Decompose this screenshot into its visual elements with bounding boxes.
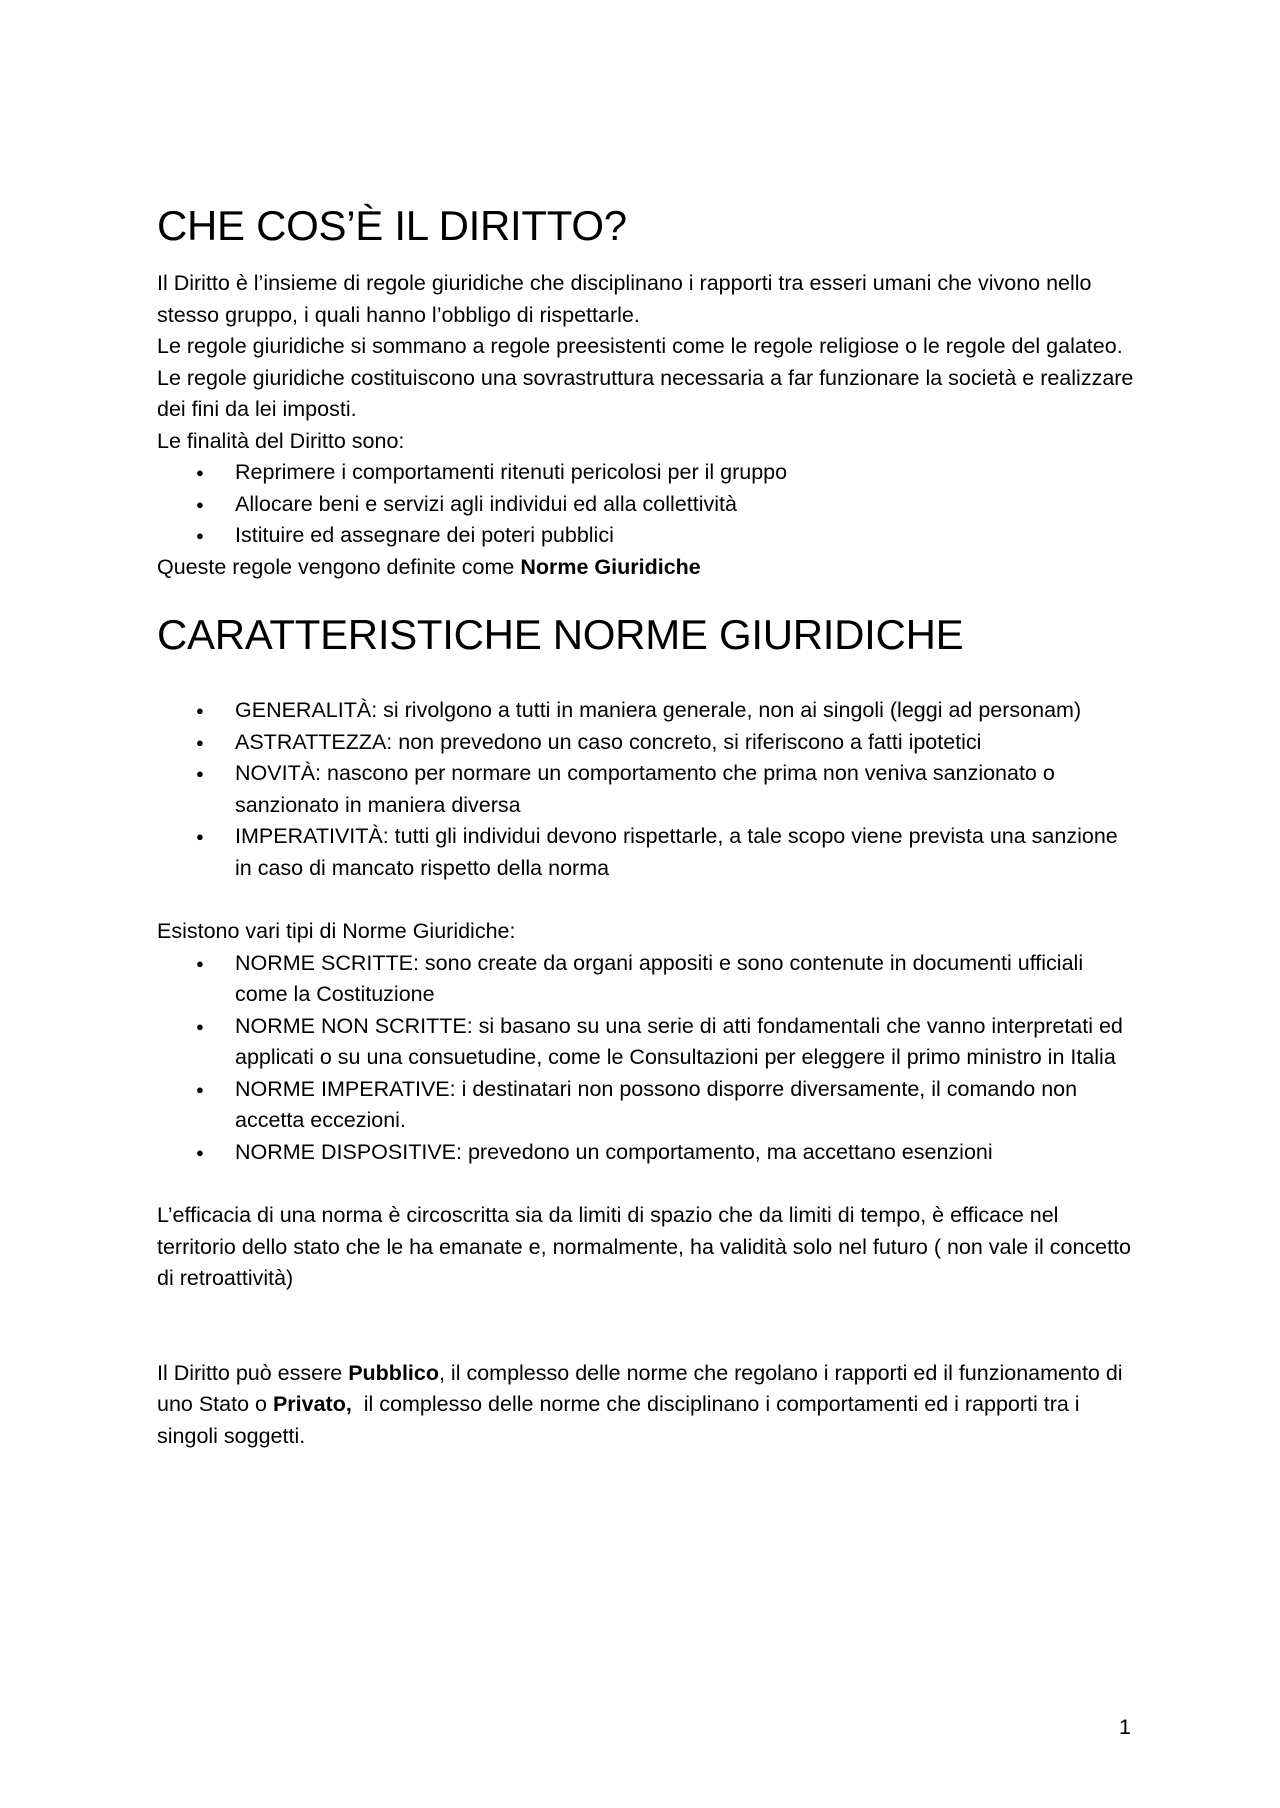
paragraph-efficacy: L’efficacia di una norma è circoscritta sia da limiti di spazio che da limiti di tempo, è efficace nel territorio dello stato che le ha emanate e, normalmente, ha validità solo nel futuro ( non vale il concetto di retroattività) (157, 1203, 1132, 1290)
page-number: 1 (1119, 1715, 1131, 1739)
list-item: ● NORME IMPERATIVE: i destinatari non possono disporre diversamente, il comando non accetta eccezioni. (157, 1074, 1137, 1137)
spacer (157, 884, 1137, 916)
text-segment: Il Diritto può essere (157, 1360, 349, 1385)
list-item: ● Allocare beni e servizi agli individui ed alla collettività (157, 489, 1137, 521)
list-item: ● IMPERATIVITÀ: tutti gli individui devono rispettarle, a tale scopo viene prevista una sanzione in caso di mancato rispetto della norma (157, 821, 1137, 884)
paragraph-definition: Il Diritto è l’insieme di regole giuridiche che disciplinano i rapporti tra esseri umani che vivono nello stesso gruppo, i quali hanno l’obbligo di rispettarle. (157, 271, 1092, 327)
list-item: ● NOVITÀ: nascono per normare un comportamento che prima non veniva sanzionato o sanzionato in maniera diversa (157, 758, 1137, 821)
list-item: ● NORME SCRITTE: sono create da organi appositi e sono contenute in documenti ufficiali come la Costituzione (157, 948, 1137, 1011)
paragraph-preexisting-rules: Le regole giuridiche si sommano a regole preesistenti come le regole religiose o le regole del galateo. (157, 334, 1123, 358)
spacer (157, 1295, 1137, 1358)
closing-text: Queste regole vengono definite come (157, 554, 521, 579)
spacer (157, 1168, 1137, 1200)
types-list (157, 948, 1137, 1169)
paragraph-superstructure: Le regole giuridiche costituiscono una sovrastruttura necessaria a far funzionare la società e realizzare dei fini da lei imposti. (157, 365, 1134, 421)
list-item: ● NORME NON SCRITTE: si basano su una serie di atti fondamentali che vanno interpretati ed applicati o su una consuetudine, come le Consultazioni per eleggere il primo ministro in Italia (157, 1011, 1137, 1074)
text-segment: il complesso delle norme che disciplinano i comportamenti ed i rapporti tra i singoli soggetti. (157, 1392, 1086, 1448)
bold-privato: Privato, (272, 1392, 352, 1416)
list-item: ● Istituire ed assegnare dei poteri pubblici (157, 520, 1137, 552)
section-title-what-is-law: CHE COS’È IL DIRITTO? (157, 202, 627, 249)
characteristics-list (157, 695, 1137, 884)
bold-pubblico: Pubblico (348, 1360, 439, 1385)
paragraph-types-intro: Esistono vari tipi di Norme Giuridiche: (157, 919, 516, 943)
section-title-characteristics: CARATTERISTICHE NORME GIURIDICHE (157, 611, 964, 658)
paragraph-purposes-intro: Le finalità del Diritto sono: (157, 428, 405, 453)
paragraph-public-private (157, 1358, 1137, 1453)
text-segment: , il complesso delle norme che regolano i rapporti ed il funzionamento di uno Stato o (157, 1360, 1123, 1416)
bold-norme-giuridiche: Norme Giuridiche (520, 554, 701, 579)
list-item: ● ASTRATTEZZA: non prevedono un caso concreto, si riferiscono a fatti ipotetici (157, 727, 1137, 759)
list-item: ● NORME DISPOSITIVE: prevedono un comportamento, ma accettano esenzioni (157, 1137, 1137, 1169)
list-item: ● GENERALITÀ: si rivolgono a tutti in maniera generale, non ai singoli (leggi ad personam) (157, 695, 1137, 727)
document-content (157, 198, 1137, 1452)
paragraph-norms-definition (157, 552, 1137, 584)
list-item: ● Reprimere i comportamenti ritenuti pericolosi per il gruppo (157, 457, 1137, 489)
purposes-list (157, 457, 1137, 552)
